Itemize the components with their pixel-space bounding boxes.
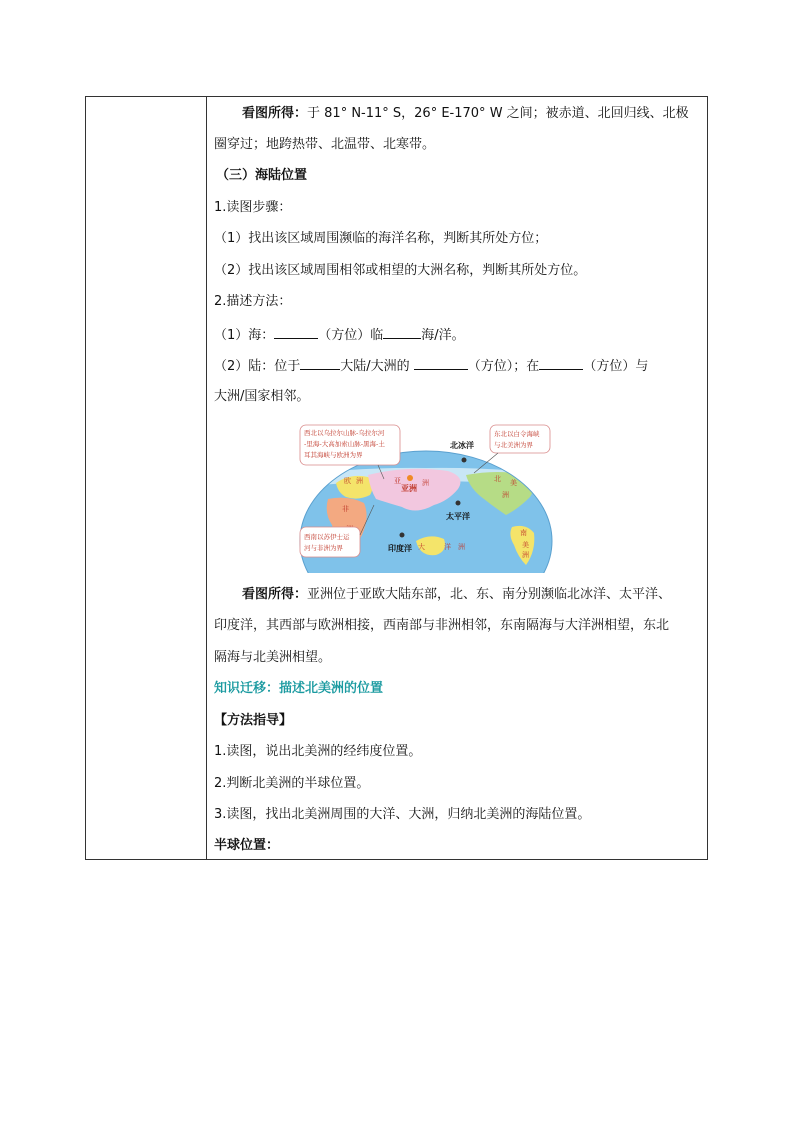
label-samerica-1: 南 xyxy=(520,529,527,537)
lead-label: 看图所得： xyxy=(242,587,308,602)
callout-sw-line-1: 西南以苏伊士运 xyxy=(304,533,350,541)
fill-blank xyxy=(539,357,583,370)
paragraph-asia xyxy=(242,587,671,603)
pacific-marker-icon xyxy=(456,501,461,506)
callout-sw-line-2: 河与非洲为界 xyxy=(304,544,343,552)
text: （方位）临 xyxy=(318,328,384,343)
callout-nw-line-2: -里海-大高加索山脉-黑海-土 xyxy=(304,440,385,448)
label-namerica-1: 北 xyxy=(494,475,501,483)
label-asia-2: 洲 xyxy=(422,479,429,487)
section-heading: （三）海陆位置 xyxy=(216,168,308,183)
label-samerica-2: 美 xyxy=(522,541,529,549)
callout-ne-line-2: 与北美洲为界 xyxy=(494,441,533,449)
content-table xyxy=(85,96,708,860)
label-samerica-3: 洲 xyxy=(522,551,529,559)
label-asia-1: 亚 xyxy=(394,477,401,485)
callout-nw-line-1: 西北以乌拉尔山脉-乌拉尔河 xyxy=(304,429,385,437)
method-land xyxy=(214,357,648,375)
paragraph-latitude xyxy=(242,106,689,122)
hemisphere-label: 半球位置： xyxy=(214,838,280,853)
label-europe-2: 洲 xyxy=(356,477,363,485)
text: （2）陆：位于 xyxy=(214,359,301,374)
lead-label: 看图所得： xyxy=(242,106,308,121)
method-title: 2.描述方法： xyxy=(214,294,292,309)
paragraph-asia-cont-1: 印度洋，其西部与欧洲相接，西南部与非洲相邻，东南隔海与大洋洲相望，东北 xyxy=(214,618,670,633)
paragraph-text: 亚洲位于亚欧大陆东部，北、东、南分别濒临北冰洋、太平洋、 xyxy=(307,587,672,602)
text: （方位）与 xyxy=(583,359,649,374)
text: （方位）；在 xyxy=(467,359,540,374)
world-map xyxy=(298,423,553,573)
label-europe-1: 欧 xyxy=(344,477,351,485)
label-africa-1: 非 xyxy=(342,505,349,513)
fill-blank xyxy=(414,357,468,370)
callout-ne-line-1: 东北以白令海峡 xyxy=(494,430,540,438)
callout-southwest xyxy=(300,527,360,557)
text: 大陆/大洲的 xyxy=(340,359,414,374)
label-oceania-1: 大 xyxy=(418,543,425,551)
asia-marker-icon xyxy=(407,475,413,481)
method-sea xyxy=(214,326,465,344)
label-namerica-2: 美 xyxy=(510,479,517,487)
paragraph-latitude-cont: 圈穿过；地跨热带、北温带、北寒带。 xyxy=(214,137,436,152)
paragraph-text: 于 81° N-11° S，26° E-170° W 之间；被赤道、北回归线、北极 xyxy=(307,106,689,121)
fill-blank xyxy=(300,357,340,370)
method-land-cont: 大洲/国家相邻。 xyxy=(214,389,310,404)
indian-marker-icon xyxy=(400,533,405,538)
step-2: （2）找出该区域周围相邻或相望的大洲名称，判断其所处方位。 xyxy=(214,263,587,278)
text: 海/洋。 xyxy=(421,328,465,343)
guide-item-3: 3.读图，找出北美洲周围的大洋、大洲，归纳北美洲的海陆位置。 xyxy=(214,807,591,822)
fill-blank xyxy=(383,326,421,339)
arctic-marker-icon xyxy=(462,458,467,463)
text: （1）海： xyxy=(214,328,275,343)
transfer-heading: 知识迁移：描述北美洲的位置 xyxy=(214,681,384,696)
guide-item-2: 2.判断北美洲的半球位置。 xyxy=(214,776,370,791)
fill-blank xyxy=(274,326,318,339)
left-column-cell xyxy=(86,97,207,859)
callout-nw-line-3: 耳其海峡与欧洲为界 xyxy=(304,451,363,459)
paragraph-asia-cont-2: 隔海与北美洲相望。 xyxy=(214,650,332,665)
method-guide-heading: 【方法指导】 xyxy=(214,713,293,728)
label-oceania-3: 洲 xyxy=(458,543,465,551)
label-namerica-3: 洲 xyxy=(502,491,509,499)
guide-item-1: 1.读图，说出北美洲的经纬度位置。 xyxy=(214,744,422,759)
label-asia-marker: 亚洲 xyxy=(401,484,417,493)
step-title: 1.读图步骤： xyxy=(214,200,292,215)
label-arctic: 北冰洋 xyxy=(450,441,474,450)
label-pacific: 太平洋 xyxy=(446,512,470,521)
step-1: （1）找出该区域周围濒临的海洋名称，判断其所处方位； xyxy=(214,231,548,246)
label-oceania-2: 洋 xyxy=(444,543,451,551)
label-indian: 印度洋 xyxy=(388,544,412,553)
